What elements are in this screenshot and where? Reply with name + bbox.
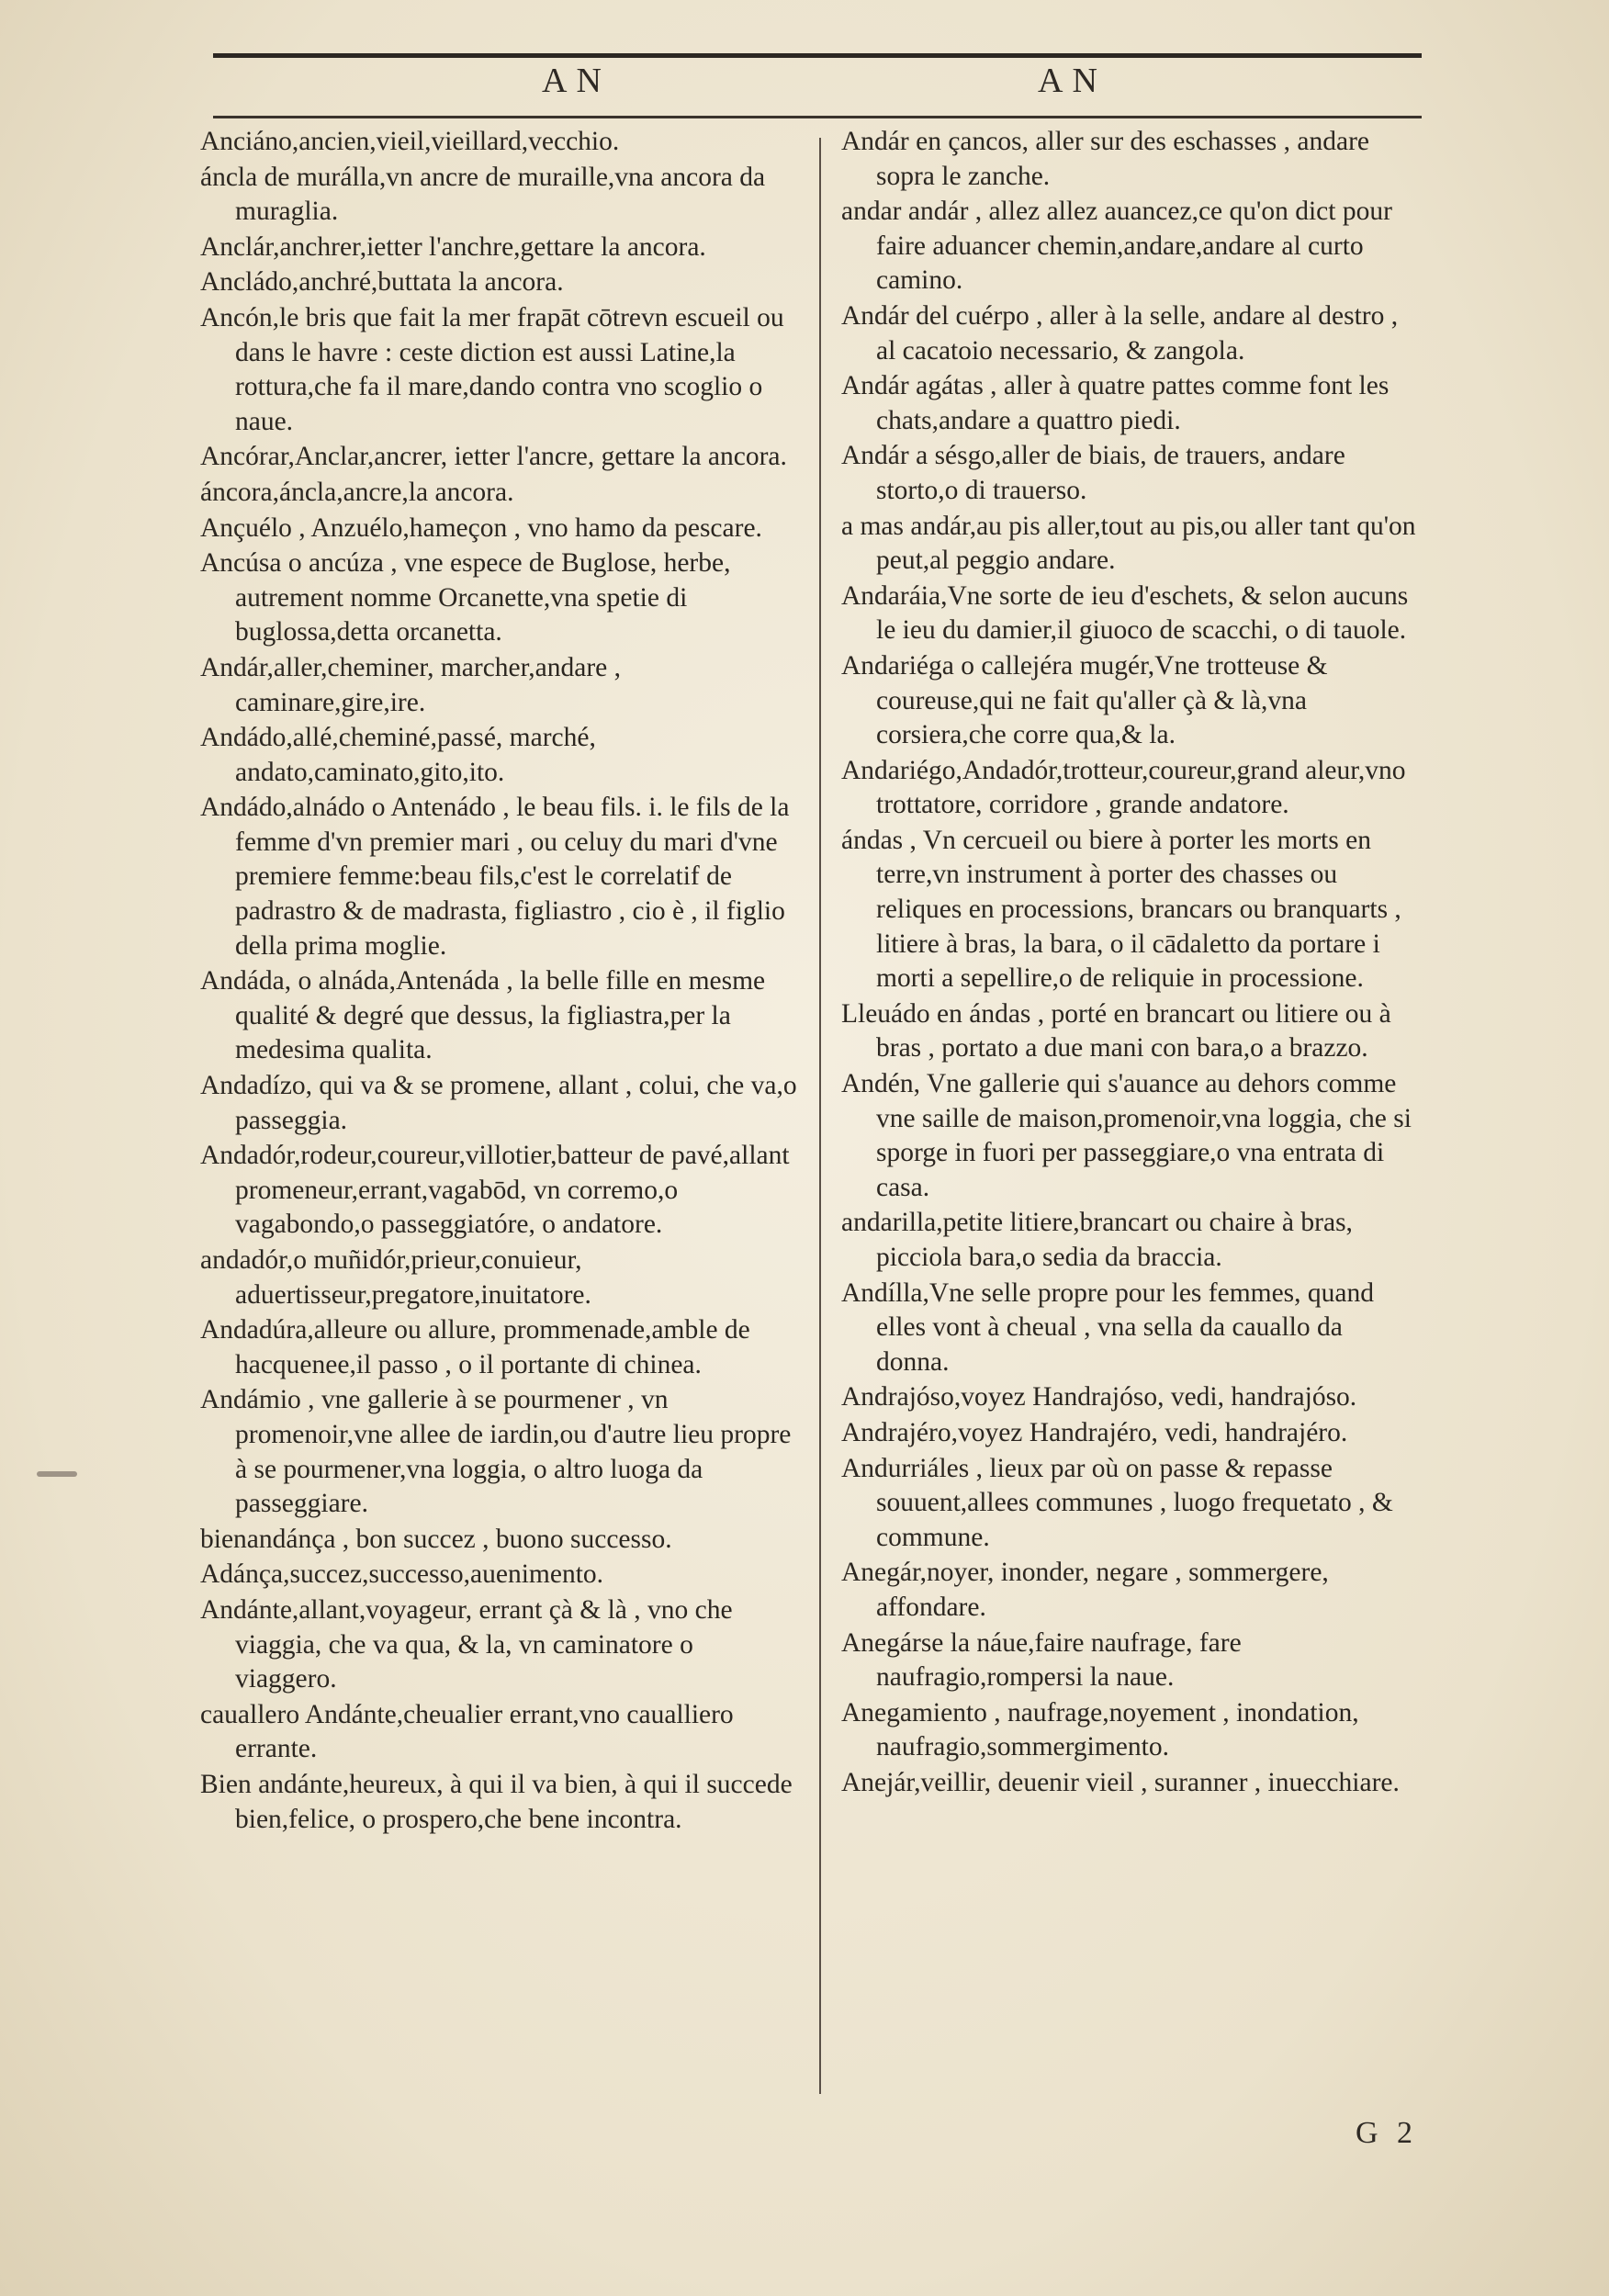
- dictionary-entry: Ancúsa o ancúza , vne espece de Buglose, herbe, autrement nomme Orcanette,vna spetie di buglossa,detta orcanetta.: [200, 548, 731, 647]
- right-column: [841, 125, 1422, 1802]
- dictionary-entry: Andariéga o callejéra mugér,Vne trotteuse & coureuse,qui ne fait qu'aller çà & là,vna corsiera,che corre qua,& la.: [841, 650, 1328, 750]
- dictionary-entry: Andrajóso,voyez Handrajóso, vedi, handrajóso.: [841, 1382, 1357, 1412]
- dictionary-entry: Andrajéro,voyez Handrajéro, vedi, handrajéro.: [841, 1417, 1348, 1447]
- dictionary-entry: Andádo,alnádo o Antenádo , le beau fils. i. le fils de la femme d'vn premier mari , ou celuy du mari d'vne premiere femme:beau fils,c'est le correlatif de padrastro & de madrasta, figliastro , cio è , il figlio della prima moglie.: [200, 793, 790, 961]
- dictionary-entry: Ançuélo , Anzuélo,hameçon , vno hamo da pescare.: [200, 512, 762, 543]
- dictionary-entry: áncla de murálla,vn ancre de muraille,vna ancora da muraglia.: [200, 162, 766, 227]
- dictionary-entry: Andáda, o alnáda,Antenáda , la belle fille en mesme qualité & degré que dessus, la figliastra,per la medesima qualita.: [200, 966, 766, 1065]
- header-rule: [213, 116, 1422, 118]
- dictionary-entry: Andadúra,alleure ou allure, prommenade,amble de hacquenee,il passo , o il portante di chinea.: [200, 1315, 750, 1379]
- dictionary-entry: Andár en çancos, aller sur des eschasses , andare sopra le zanche.: [841, 127, 1370, 191]
- dictionary-entry: andar andár , allez allez auancez,ce qu'on dict pour faire aduancer chemin,andare,andare al curto camino.: [841, 197, 1392, 296]
- dictionary-entry: Ancórar,Anclar,ancrer, ietter l'ancre, gettare la ancora.: [200, 442, 787, 472]
- left-running-head: AN: [542, 62, 611, 100]
- dictionary-entry: áncora,áncla,ancre,la ancora.: [200, 477, 514, 507]
- left-column: [200, 125, 799, 1838]
- dictionary-entry: a mas andár,au pis aller,tout au pis,ou aller tant qu'on peut,al peggio andare.: [841, 511, 1416, 576]
- dictionary-entry: Anegár,noyer, inonder, negare , sommergere, affondare.: [841, 1558, 1329, 1622]
- dictionary-entry: Andílla,Vne selle propre pour les femmes, quand elles vont à cheual , vna sella da cauallo da donna.: [841, 1277, 1375, 1377]
- dictionary-entry: Bien andánte,heureux, à qui il va bien, à qui il succede bien,felice, o prospero,che bene incontra.: [200, 1769, 793, 1834]
- dictionary-entry: Ancón,le bris que fait la mer frapāt cōtrevn escueil ou dans le havre : ceste diction est aussi Latine,la rottura,che fa il mare,dando contra vno scoglio o naue.: [200, 302, 784, 436]
- dictionary-entry: Andár,aller,cheminer, marcher,andare , caminare,gire,ire.: [200, 652, 621, 717]
- dictionary-entry: Andádo,allé,cheminé,passé, marché, andato,caminato,gito,ito.: [200, 723, 596, 787]
- dictionary-entry: bienandánça , bon succez , buono successo.: [200, 1524, 672, 1554]
- column-divider: [819, 138, 821, 2094]
- dictionary-entry: Anciáno,ancien,vieil,vieillard,vecchio.: [200, 127, 620, 156]
- dictionary-entry: Anejár,veillir, deuenir vieil , suranner , inuecchiare.: [841, 1767, 1400, 1797]
- dictionary-entry: Anegárse la náue,faire naufrage, fare naufragio,rompersi la naue.: [841, 1627, 1242, 1693]
- dictionary-entry: Andurriáles , lieux par où on passe & repasse souuent,allees communes , luogo frequetato , & commune.: [841, 1453, 1393, 1552]
- page-number: G 2: [1356, 2116, 1419, 2150]
- dictionary-entry: Anclár,anchrer,ietter l'anchre,gettare la ancora.: [200, 231, 706, 262]
- dictionary-entry: ándas , Vn cercueil ou biere à porter les morts en terre,vn instrument à porter des chasses ou reliques en processions, brancars ou branquarts , litiere à bras, la bara, o il cādaletto da portare i morti a sepellire,o de reliquie in processione.: [841, 825, 1401, 994]
- dictionary-entry: Anegamiento , naufrage,noyement , inondation, naufragio,sommergimento.: [841, 1697, 1359, 1762]
- dictionary-entry: andadór,o muñidór,prieur,conuieur, aduertisseur,pregatore,inuitatore.: [200, 1245, 591, 1310]
- dictionary-entry: Andaráia,Vne sorte de ieu d'eschets, & selon aucuns le ieu du damier,il giuoco de scacchi, o di tauole.: [841, 580, 1409, 646]
- right-running-head: AN: [1038, 62, 1107, 100]
- dictionary-entry: Andár agátas , aller à quatre pattes comme font les chats,andare a quattro piedi.: [841, 371, 1390, 435]
- dictionary-entry: Andadízo, qui va & se promene, allant , colui, che va,o passeggia.: [200, 1071, 797, 1135]
- top-rule: [213, 53, 1422, 58]
- dictionary-entry: cauallero Andánte,cheualier errant,vno caualliero errante.: [200, 1699, 734, 1764]
- dictionary-entry: Andár del cuérpo , aller à la selle, andare al destro , al cacatoio necessario, & zangola.: [841, 300, 1399, 366]
- dictionary-entry: Lleuádo en ándas , porté en brancart ou litiere ou à bras , portato a due mani con bara,o a brazzo.: [841, 998, 1391, 1064]
- dictionary-entry: Andámio , vne gallerie à se pourmener , vn promenoir,vne allee de iardin,ou d'autre lieu propre à se pourmener,vna loggia, o altro luoga da passeggiare.: [200, 1385, 792, 1519]
- dictionary-entry: Andár a sésgo,aller de biais, de trauers, andare storto,o di trauerso.: [841, 441, 1345, 505]
- dictionary-entry: Andariégo,Andadór,trotteur,coureur,grand aleur,vno trottatore, corridore , grande andatore.: [841, 755, 1406, 820]
- dictionary-entry: Adánça,succez,successo,auenimento.: [200, 1559, 604, 1590]
- dictionary-entry: Andén, Vne gallerie qui s'auance au dehors comme vne saille de maison,promenoir,vna loggia, che si sporge in fuori per passeggiare,o vna entrata di casa.: [841, 1069, 1412, 1202]
- dictionary-entry: andarilla,petite litiere,brancart ou chaire à bras, picciola bara,o sedia da braccia.: [841, 1208, 1353, 1272]
- dictionary-entry: Andánte,allant,voyageur, errant çà & là , vno che viaggia, che va qua, & la, vn caminatore o viaggero.: [200, 1594, 733, 1694]
- dictionary-entry: Andadór,rodeur,coureur,villotier,batteur de pavé,allant promeneur,errant,vagabōd, vn corremo,o vagabondo,o passeggiatóre, o andatore.: [200, 1141, 790, 1240]
- dictionary-entry: Ancládo,anchré,buttata la ancora.: [200, 267, 564, 298]
- margin-mark: [37, 1471, 77, 1477]
